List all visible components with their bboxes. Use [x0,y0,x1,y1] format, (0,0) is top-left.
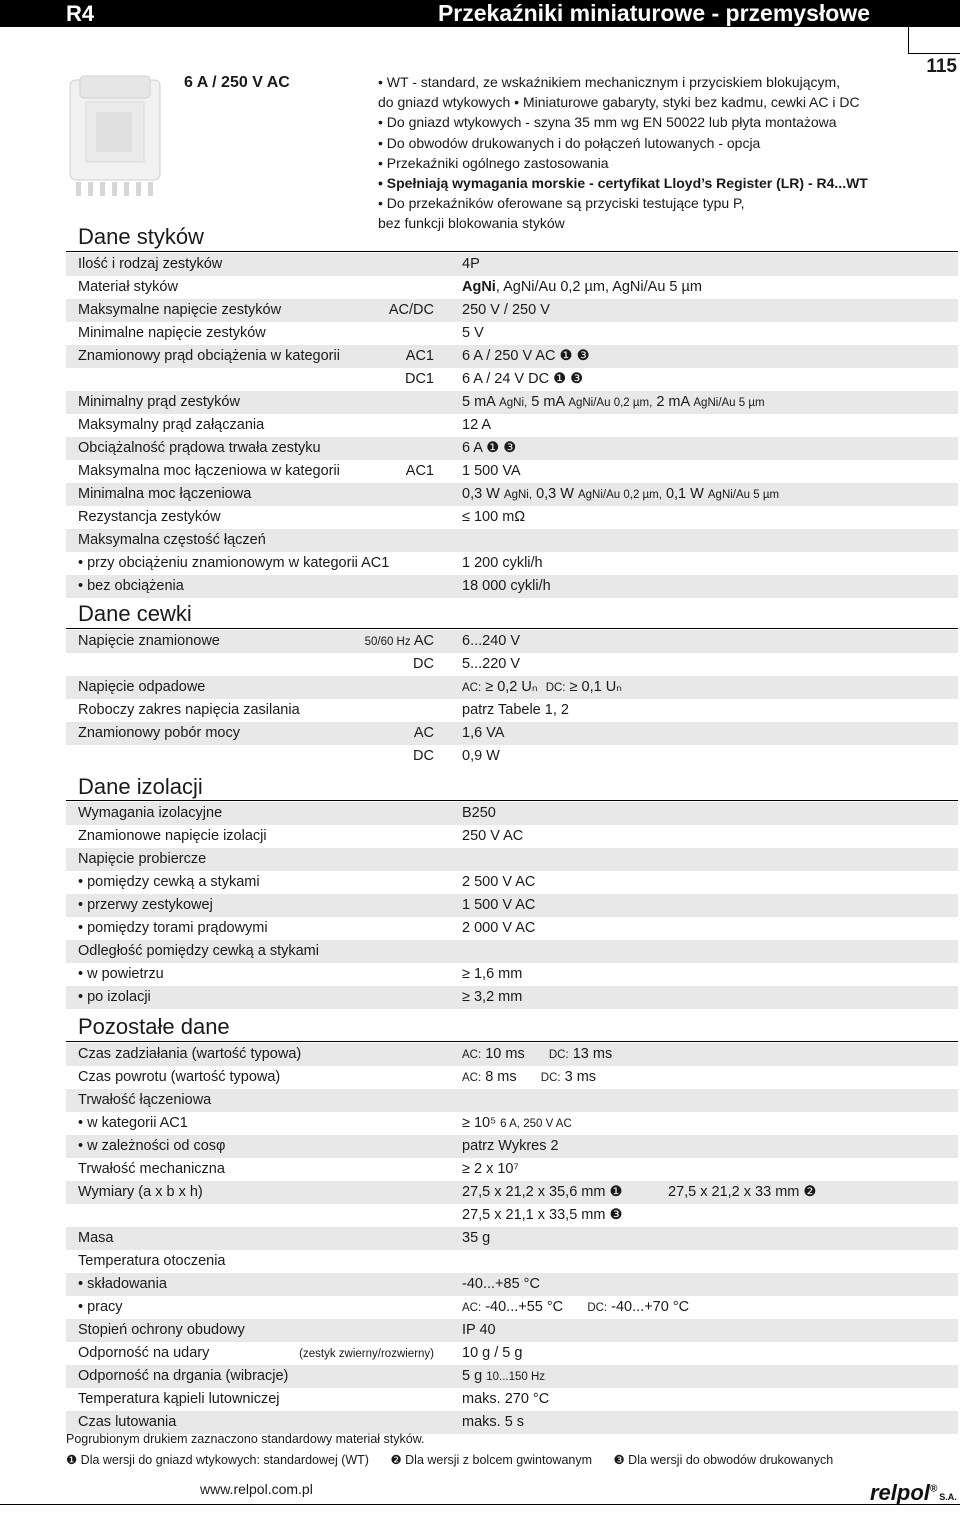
row-condition [389,299,434,322]
feature-item: • Do gniazd wtykowych - szyna 35 mm wg EN 50022 lub płyta montażowa [378,114,837,131]
row-label: Napięcie znamionowe [78,633,220,649]
table-row [66,963,958,986]
registered-mark: ® [929,1483,938,1495]
row-label: Minimalna moc łączeniowa [78,486,252,502]
relay-product-image [66,72,166,202]
table-row [66,529,958,552]
feature-item: • Do przekaźników oferowane są przyciski testujące typu P, [378,195,745,212]
row-label: Napięcie probiercze [78,851,207,867]
row-label: Odporność na udary [78,1345,210,1361]
row-condition [406,345,434,368]
row-condition-text: AC [413,725,434,741]
value-bold: AgNi [462,279,496,295]
table-row [66,506,958,529]
row-value [462,676,622,700]
row-value [462,1066,596,1090]
row-condition-text: DC1 [404,371,434,387]
row-value [462,894,535,917]
row-label: Trwałość łączeniowa [78,1092,212,1108]
feature-list [378,72,868,234]
row-label: Wymagania izolacyjne [78,805,223,821]
feature-item: do gniazd wtykowych • Miniaturowe gabaryty, styki bez kadmu, cewki AC i DC [378,94,860,111]
table-row [66,802,958,825]
divider [66,800,958,801]
value-text: 27,5 x 21,1 x 33,5 mm ❸ [462,1207,623,1223]
row-label: • w kategorii AC1 [78,1115,188,1131]
divider [66,251,958,252]
table-row [66,391,958,414]
value-text: 250 V AC [462,828,524,844]
row-condition-text: DC [413,656,434,672]
coil-table [66,630,958,768]
value-text: ≥ 1,6 mm [462,966,523,982]
row-value [462,963,522,986]
value-note: 10...150 Hz [486,1371,546,1383]
row-label: Maksymalne napięcie zestyków [78,302,282,318]
row-label: Masa [78,1230,114,1246]
row-value [462,414,491,437]
row-condition-text: AC1 [405,348,434,364]
value-note: AgNi/Au 0,2 µm, [568,397,653,409]
row-value [462,745,500,768]
table-row [66,1089,958,1112]
row-value [462,1319,496,1342]
value-prefix: AC: [462,682,482,694]
row-condition [299,1342,434,1366]
table-row [66,630,958,653]
value-prefix: AC: [462,1072,482,1084]
value-prefix: AC: [462,1302,482,1314]
row-value [462,1181,623,1204]
value-note: AgNi, [503,489,533,501]
row-label: Roboczy zakres napięcia zasilania [78,702,300,718]
table-row [66,1181,958,1204]
value-text: 6 A / 24 V DC ❶ ❸ [462,371,584,387]
row-label: Znamionowy prąd obciążenia w kategorii [78,348,340,364]
table-row [66,414,958,437]
page-title: Przekaźniki miniaturowe - przemysłowe [437,0,870,26]
value-text: B250 [462,805,496,821]
table-row [66,1296,958,1319]
row-value [462,1342,522,1365]
feature-item: • Przekaźniki ogólnego zastosowania [378,154,609,171]
row-condition [413,653,434,676]
website-link[interactable]: www.relpol.com.pl [200,1481,313,1497]
row-value [462,722,504,745]
table-row [66,483,958,506]
value-text: 250 V / 250 V [462,302,550,318]
row-value [462,917,535,940]
row-label: Maksymalna moc łączeniowa w kategorii [78,463,340,479]
row-label: • bez obciążenia [78,578,184,594]
header-bar [0,0,960,27]
value-text: 1 200 cykli/h [462,555,543,571]
row-value [462,368,583,391]
value-text: 27,5 x 21,2 x 35,6 mm ❶ [462,1184,623,1200]
table-row [66,1227,958,1250]
row-value [462,253,480,276]
row-label: • pomiędzy torami prądowymi [78,920,268,936]
row-condition [406,460,434,483]
value-note: AgNi/Au 5 µm [707,489,780,501]
value-text: 6 A ❶ ❸ [462,440,517,456]
row-label: Stopień ochrony obudowy [78,1322,245,1338]
value-text: 0,9 W [462,748,500,764]
table-row [66,460,958,483]
value-text: , AgNi/Au 0,2 µm, AgNi/Au 5 µm [495,279,702,295]
table-row [66,1135,958,1158]
row-label: • przy obciążeniu znamionowym w kategorii AC1 [78,555,390,571]
row-value [462,276,702,299]
row-condition-small: (zestyk zwierny/rozwierny) [299,1348,434,1360]
footer-line [0,1504,960,1505]
table-row [66,986,958,1009]
row-value [462,575,551,598]
row-value [462,1273,540,1296]
row-value-2: 27,5 x 21,2 x 33 mm ❷ [668,1184,817,1200]
footnote-3: ❸ Dla wersji do obwodów drukowanych [613,1453,834,1467]
feature-item: • WT - standard, ze wskaźnikiem mechanicznym i przyciskiem blokującym, [378,74,841,90]
other-table [66,1043,958,1434]
table-row [66,894,958,917]
value-text: 10 g / 5 g [462,1345,523,1361]
table-row [66,276,958,299]
product-code: R4 [66,1,95,26]
value-text: 5 g [462,1368,483,1384]
row-label: Napięcie odpadowe [78,679,206,695]
row-condition [414,722,434,745]
table-row [66,745,958,768]
row-value [462,552,543,575]
row-label: Materiał styków [78,279,178,295]
table-row [66,1066,958,1089]
value-text: 1 500 V AC [462,897,536,913]
value-text: 2 500 V AC [462,874,536,890]
row-condition [365,630,434,654]
value-text: 5 V [462,325,484,341]
row-condition-text: AC1 [405,463,434,479]
table-row [66,575,958,598]
table-row [66,940,958,963]
divider [66,628,958,629]
table-row [66,1204,958,1227]
row-label: • pomiędzy cewką a stykami [78,874,260,890]
value-text: ≥ 10⁵ [462,1115,497,1131]
table-row [66,437,958,460]
value-text: 10 ms [485,1046,525,1062]
insulation-table [66,802,958,1009]
row-value [462,1365,545,1389]
value-text: 2 mA [656,394,690,410]
value-text: 5 mA [531,394,565,410]
value-text: ≥ 2 x 10⁷ [462,1161,519,1177]
row-value [462,1227,490,1250]
row-label: Odporność na drgania (wibracje) [78,1368,289,1384]
row-label: Trwałość mechaniczna [78,1161,225,1177]
row-label: Maksymalna częstość łączeń [78,532,266,548]
divider [66,1041,958,1042]
row-value [462,322,484,345]
row-value [462,1204,623,1227]
row-value [462,1135,559,1158]
value-text: 8 ms [485,1069,517,1085]
row-value [462,1043,612,1067]
row-label: Temperatura otoczenia [78,1253,226,1269]
value-text: 35 g [462,1230,491,1246]
row-label: • po izolacji [78,989,151,1005]
footnote-2: ❷ Dla wersji z bolcem gwintowanym [390,1453,593,1467]
row-condition [405,368,434,391]
row-label: • w zależności od cosφ [78,1138,226,1154]
row-value [462,986,522,1009]
row-label: Maksymalny prąd załączania [78,417,265,433]
section-title-contacts: Dane styków [78,224,204,249]
table-row [66,848,958,871]
row-value [462,1411,524,1434]
page-number: 115 [926,56,957,77]
table-row [66,653,958,676]
row-label: • w powietrzu [78,966,164,982]
table-row [66,1342,958,1365]
table-row [66,699,958,722]
table-row [66,1411,958,1434]
value-text: 0,3 W [462,486,500,502]
row-label: Ilość i rodzaj zestyków [78,256,223,272]
table-row [66,322,958,345]
value-text: patrz Tabele 1, 2 [462,702,569,718]
row-value [462,653,520,676]
value-text: IP 40 [462,1322,496,1338]
value-text: ≥ 3,2 mm [462,989,523,1005]
value-text: 5 mA [462,394,496,410]
row-condition-text: AC [413,633,434,649]
row-label: Minimalny prąd zestyków [78,394,240,410]
section-title-other: Pozostałe dane [78,1014,230,1039]
row-label: Minimalne napięcie zestyków [78,325,266,341]
value-prefix: DC: [587,1302,608,1314]
value-text: 6 A / 250 V AC ❶ ❸ [462,348,590,364]
feature-item: • Spełniają wymagania morskie - certyfikat Lloyd’s Register (LR) - R4...WT [378,175,868,192]
row-label: Znamionowy pobór mocy [78,725,240,741]
footnotes [66,1452,851,1467]
value-text: 0,1 W [665,486,704,502]
value-prefix: DC: [545,682,566,694]
row-value [462,699,569,722]
value-text: 1 500 VA [462,463,521,479]
row-value [462,1112,572,1136]
row-value [462,506,525,529]
page-number-box [908,27,960,77]
contacts-table [66,253,958,598]
row-label: Obciążalność prądowa trwała zestyku [78,440,321,456]
row-value [462,483,779,507]
table-row [66,1112,958,1135]
row-condition-text: DC [413,748,434,764]
row-label: Odległość pomiędzy cewką a stykami [78,943,319,959]
table-row [66,1319,958,1342]
value-text: 6...240 V [462,633,521,649]
row-label: Czas powrotu (wartość typowa) [78,1069,281,1085]
table-row [66,1365,958,1388]
value-text: ≤ 100 mΩ [462,509,526,525]
value-note: 6 A, 250 V AC [500,1118,572,1130]
value-text: -40...+70 °C [611,1299,690,1315]
value-text: 3 ms [564,1069,597,1085]
value-text: ≥ 0,1 Uₙ [569,679,622,695]
table-row [66,676,958,699]
row-value [462,460,521,483]
row-value [462,1296,689,1320]
value-text: 0,3 W [536,486,574,502]
row-value [462,437,516,460]
value-text: 13 ms [572,1046,613,1062]
logo-text: relpol [870,1480,930,1505]
logo-suffix: S.A. [939,1492,957,1502]
value-prefix: DC: [548,1049,569,1061]
rating-label: 6 A / 250 V AC [184,74,290,91]
table-row [66,345,958,368]
row-value [462,391,765,415]
table-row [66,552,958,575]
value-note: AgNi/Au 0,2 µm, [577,489,662,501]
section-title-coil: Dane cewki [78,601,192,626]
row-condition [413,745,434,768]
feature-item: • Do obwodów drukowanych i do połączeń lutowanych - opcja [378,134,761,151]
value-text: patrz Wykres 2 [462,1138,559,1154]
table-row [66,917,958,940]
value-note: AgNi, [499,397,528,409]
table-row [66,722,958,745]
footnote-bold: Pogrubionym drukiem zaznaczono standardowy materiał styków. [66,1432,425,1446]
row-value [462,345,590,368]
row-value [462,871,535,894]
row-label: • przerwy zestykowej [78,897,213,913]
relpol-logo [870,1480,957,1506]
row-label: Wymiary (a x b x h) [78,1184,203,1200]
row-condition-small: 50/60 Hz [364,636,411,648]
value-text: -40...+85 °C [462,1276,540,1292]
row-value [462,1388,549,1411]
value-text: 1,6 VA [462,725,505,741]
value-prefix: AC: [462,1049,482,1061]
row-label: • pracy [78,1299,123,1315]
table-row [66,1158,958,1181]
row-value [462,630,520,653]
row-label: • składowania [78,1276,167,1292]
table-row [66,1250,958,1273]
value-text: 18 000 cykli/h [462,578,551,594]
table-row [66,368,958,391]
table-row [66,871,958,894]
value-text: maks. 270 °C [462,1391,550,1407]
row-value [462,825,523,848]
feature-item: bez funkcji blokowania styków [378,215,565,232]
row-label: Znamionowe napięcie izolacji [78,828,267,844]
value-text: ≥ 0,2 Uₙ [485,679,538,695]
table-row [66,1273,958,1296]
row-value [462,802,496,825]
value-text: 12 A [462,417,492,433]
table-row [66,1043,958,1066]
value-text: maks. 5 s [462,1414,525,1430]
row-value [462,299,550,322]
value-note: AgNi/Au 5 µm [693,397,765,409]
table-row [66,1388,958,1411]
value-text: 4P [462,256,480,272]
row-label: Czas zadziałania (wartość typowa) [78,1046,302,1062]
table-row [66,825,958,848]
value-prefix: DC: [540,1072,561,1084]
row-value [462,1158,519,1181]
table-row [66,299,958,322]
table-row [66,253,958,276]
footnote-1: ❶ Dla wersji do gniazd wtykowych: standardowej (WT) [66,1453,369,1467]
section-title-insulation: Dane izolacji [78,774,203,799]
value-text: 5...220 V [462,656,521,672]
value-text: -40...+55 °C [485,1299,564,1315]
row-label: Czas lutowania [78,1414,177,1430]
row-label: Temperatura kąpieli lutowniczej [78,1391,280,1407]
row-label: Rezystancja zestyków [78,509,221,525]
value-text: 2 000 V AC [462,920,536,936]
row-condition-text: AC/DC [388,302,434,318]
